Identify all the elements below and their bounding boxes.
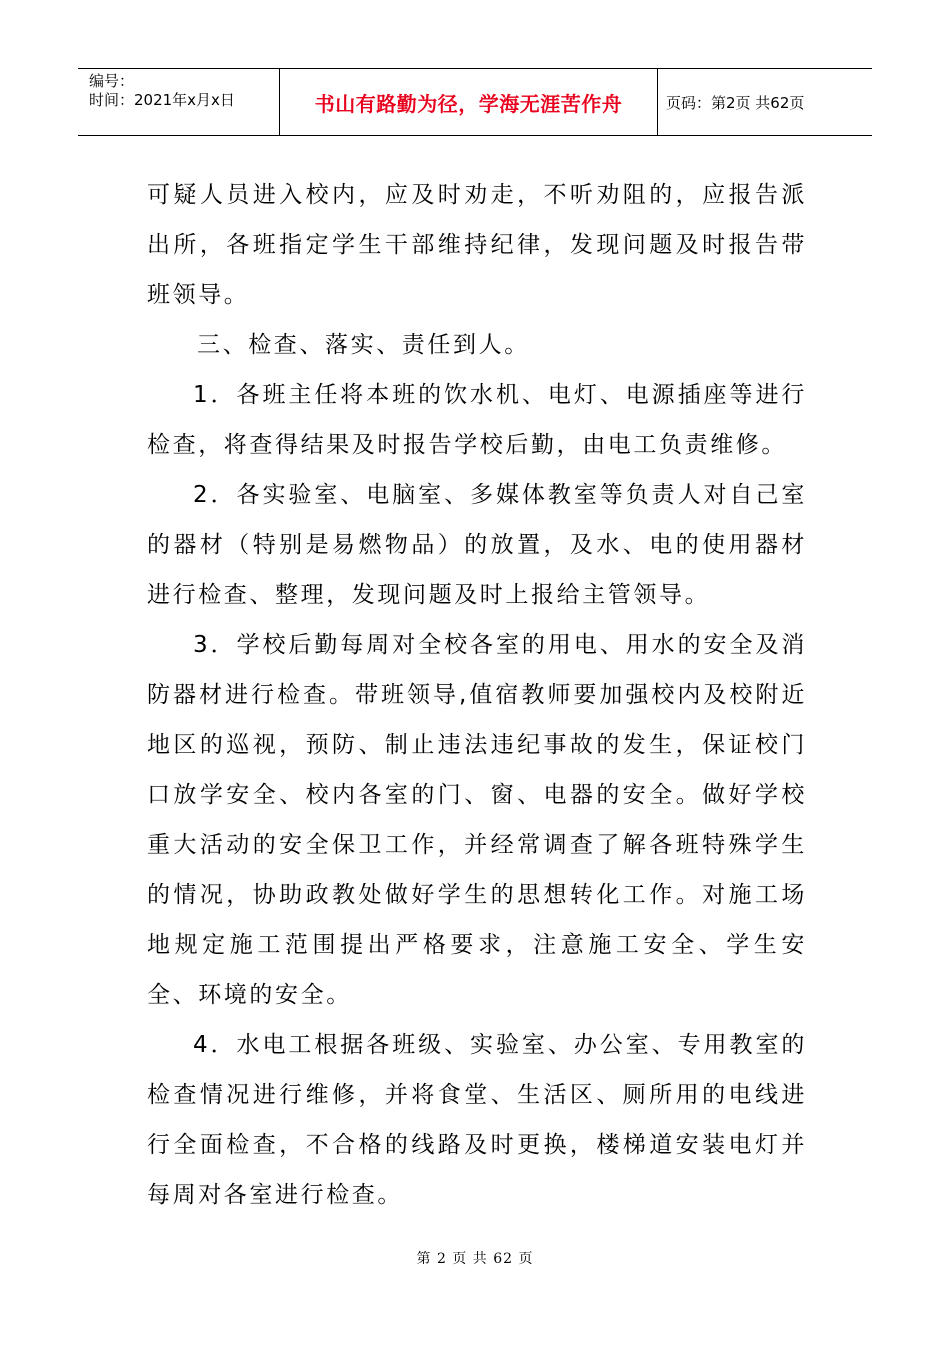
- body-paragraph: 4．水电工根据各班级、实验室、办公室、专用教室的检查情况进行维修，并将食堂、生活区、厕所用的电线进行全面检查，不合格的线路及时更换，楼梯道安装电灯并每周对各室进行检查。: [147, 1032, 807, 1208]
- header-motto-cell: [280, 69, 658, 135]
- document-header: [78, 68, 872, 136]
- header-meta-cell: [78, 69, 280, 135]
- body-paragraph: 3．学校后勤每周对全校各室的用电、用水的安全及消防器材进行检查。带班领导,值宿教师要加强校内及校附近地区的巡视，预防、制止违法违纪事故的发生，保证校门口放学安全、校内各室的门、窗、电器的安全。做好学校重大活动的安全保卫工作，并经常调查了解各班特殊学生的情况，协助政教处做好学生的思想转化工作。对施工场地规定施工范围提出严格要求，注意施工安全、学生安全、环境的安全。: [147, 632, 807, 1008]
- body-paragraph: 1．各班主任将本班的饮水机、电灯、电源插座等进行检查，将查得结果及时报告学校后勤，由电工负责维修。: [147, 382, 807, 458]
- header-motto: 书山有路勤为径，学海无涯苦作舟: [314, 91, 623, 116]
- document-date-label: 时间：2021年x月x日: [89, 91, 235, 109]
- header-page-info: 页码：第2页 共62页: [666, 93, 805, 112]
- document-body: [147, 170, 807, 1220]
- header-page-cell: [658, 69, 872, 135]
- body-paragraph: 可疑人员进入校内，应及时劝走，不听劝阻的，应报告派出所，各班指定学生干部维持纪律，发现问题及时报告带班领导。: [147, 182, 807, 308]
- page-footer: 第 2 页 共 62 页: [416, 1251, 534, 1267]
- document-number-label: 编号：: [89, 72, 135, 90]
- section-heading: 三、检查、落实、责任到人。: [197, 332, 530, 358]
- body-paragraph: 2．各实验室、电脑室、多媒体教室等负责人对自己室的器材（特别是易燃物品）的放置，及水、电的使用器材进行检查、整理，发现问题及时上报给主管领导。: [147, 482, 807, 608]
